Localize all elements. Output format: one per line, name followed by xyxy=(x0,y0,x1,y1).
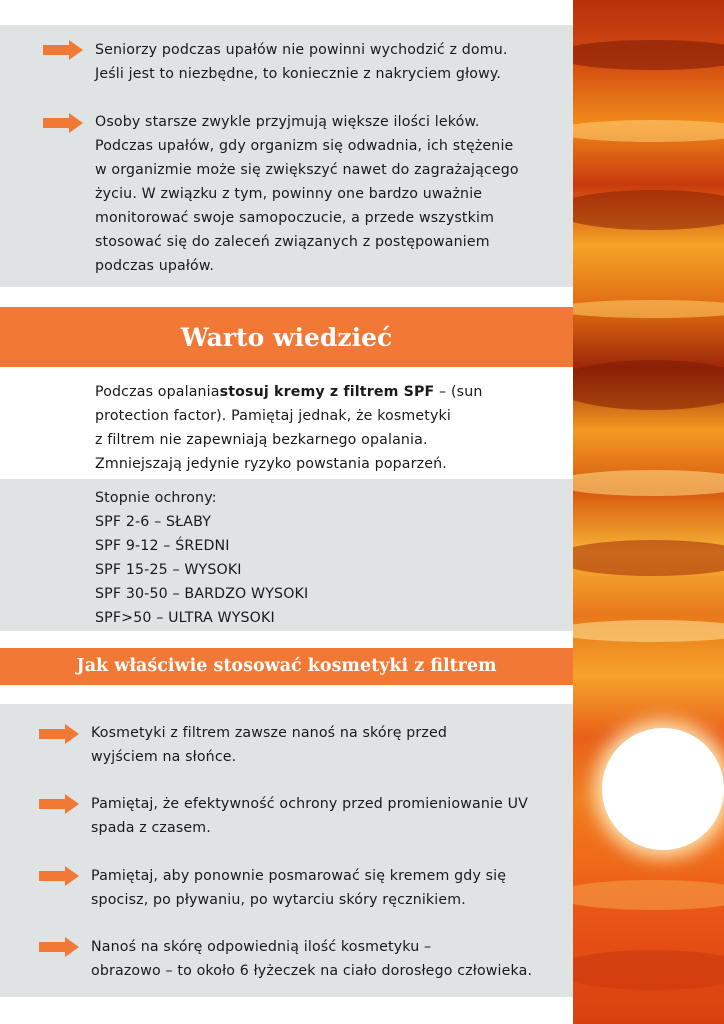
bullet-text xyxy=(95,38,508,86)
text-line: Seniorzy podczas upałów nie powinni wychodzić z domu. xyxy=(95,42,508,58)
arrow-right-icon xyxy=(39,866,79,886)
text-line: życiu. W związku z tym, powinny one bardzo uważnie xyxy=(95,186,483,202)
text-line: monitorować swoje samopoczucie, a przede wszystkim xyxy=(95,210,495,226)
text-line: Zmniejszają jedynie ryzyko powstania poparzeń. xyxy=(95,456,447,472)
section-title: Jak właściwie stosować kosmetyki z filtrem xyxy=(76,656,497,676)
arrow-right-icon xyxy=(39,724,79,744)
arrow-right-icon xyxy=(43,40,83,60)
text-line: Nanoś na skórę odpowiednią ilość kosmetyku – xyxy=(91,939,432,955)
text-line: w organizmie może się zwiększyć nawet do zagrażającego xyxy=(95,162,519,178)
sun-disc xyxy=(602,728,724,850)
text-line: Pamiętaj, aby ponownie posmarować się kremem gdy się xyxy=(91,868,507,884)
text-line: obrazowo – to około 6 łyżeczek na ciało dorosłego człowieka. xyxy=(91,963,533,979)
text-line: spada z czasem. xyxy=(91,820,211,836)
section-title: Warto wiedzieć xyxy=(180,323,393,352)
intro-prefix: Podczas opalania xyxy=(95,384,220,400)
text-line: Pamiętaj, że efektywność ochrony przed promieniowanie UV xyxy=(91,796,528,812)
sunset-image xyxy=(573,0,724,1024)
text-line: podczas upałów. xyxy=(95,258,214,274)
text-line: Kosmetyki z filtrem zawsze nanoś na skórę przed xyxy=(91,725,448,741)
intro-suffix: – (sun xyxy=(434,384,483,400)
protection-level: SPF 15-25 – WYSOKI xyxy=(95,562,242,578)
text-line: Podczas upałów, gdy organizm się odwadnia, ich stężenie xyxy=(95,138,514,154)
spf-intro-text xyxy=(95,380,482,476)
protection-level: SPF>50 – ULTRA WYSOKI xyxy=(95,610,275,626)
bullet-text xyxy=(95,110,519,278)
protection-level: SPF 2-6 – SŁABY xyxy=(95,514,212,530)
arrow-right-icon xyxy=(43,113,83,133)
text-line: Osoby starsze zwykle przyjmują większe ilości leków. xyxy=(95,114,480,130)
intro-bold: stosuj kremy z filtrem SPF xyxy=(219,384,435,400)
text-line: protection factor). Pamiętaj jednak, że kosmetyki xyxy=(95,408,451,424)
protection-level: SPF 30-50 – BARDZO WYSOKI xyxy=(95,586,309,602)
bullet-text xyxy=(91,792,528,840)
text-line: z filtrem nie zapewniają bezkarnego opalania. xyxy=(95,432,428,448)
text-line: spocisz, po pływaniu, po wytarciu skóry ręcznikiem. xyxy=(91,892,466,908)
arrow-right-icon xyxy=(39,794,79,814)
text-line: stosować się do zaleceń związanych z postępowaniem xyxy=(95,234,490,250)
bullet-text xyxy=(91,864,506,912)
protection-label: Stopnie ochrony: xyxy=(95,490,217,506)
text-line xyxy=(95,380,482,404)
bullet-text xyxy=(91,721,447,769)
protection-list xyxy=(95,486,308,630)
protection-level: SPF 9-12 – ŚREDNI xyxy=(95,538,230,554)
text-line: wyjściem na słońce. xyxy=(91,749,237,765)
text-line: Jeśli jest to niezbędne, to koniecznie z nakryciem głowy. xyxy=(95,66,502,82)
arrow-right-icon xyxy=(39,937,79,957)
bullet-text xyxy=(91,935,532,983)
